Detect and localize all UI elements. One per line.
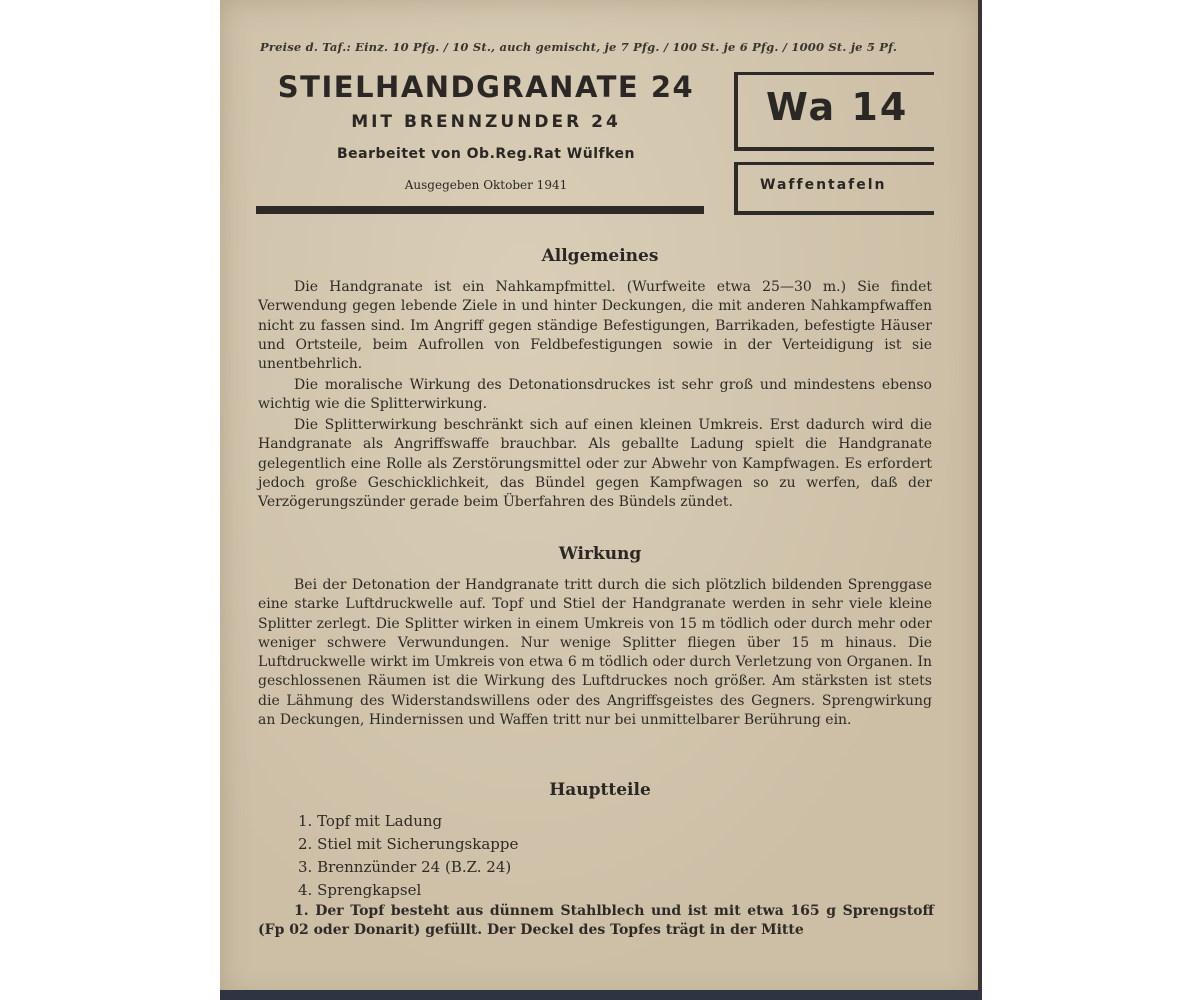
list-item: 2. Stiel mit Sicherungskappe <box>298 835 519 853</box>
paragraph-effect-1: Bei der Detonation der Handgranate tritt durch die sich plötzlich bildenden Sprenggase eine starke Luftdruckwelle auf. Topf und Stiel der Handgranate werden in sehr viele kleine Splitter zerlegt. Die Splitter wirken in einem Umkreis von 15 m tödlich oder durch mehr oder weniger schwere Verwundungen. Nur wenige Splitter fliegen über 15 m hinaus. Die Luftdruckwelle wirkt im Umkreis von etwa 6 m tödlich oder durch Verletzung von Organen. In geschlossenen Räumen ist die Wirkung des Luftdruckes noch größer. Am stärksten ist stets die Lähmung des Widerstandswillens oder des Angriffsgeistes des Gegners. Sprengwirkung an Deckungen, Hindernissen und Waffen tritt nur bei unmittelbarer Berührung ein. <box>258 577 932 729</box>
paragraph-parts-detail: 1. Der Topf besteht aus dünnem Stahlblech und ist mit etwa 165 g Sprengstoff (Fp 02 oder Donarit) gefüllt. Der Deckel des Topfes trägt in der Mitte <box>258 903 934 938</box>
list-item: 4. Sprengkapsel <box>298 881 422 899</box>
paragraph-general-2: Die moralische Wirkung des Detonationsdruckes ist sehr groß und mindestens ebenso wichtig wie die Splitterwirkung. <box>258 377 932 413</box>
list-item: 3. Brennzünder 24 (B.Z. 24) <box>298 858 512 876</box>
author-line: Bearbeitet von Ob.Reg.Rat Wülfken <box>336 146 636 162</box>
document-subtitle: MIT BRENNZUNDER 24 <box>351 112 621 132</box>
section-heading-effect: Wirkung <box>558 544 642 564</box>
document-code: Wa 14 <box>766 85 909 129</box>
document-page <box>220 0 980 1000</box>
code-box <box>734 72 934 151</box>
list-item: 1. Topf mit Ladung <box>298 812 443 830</box>
price-line: Preise d. Taf.: Einz. 10 Pfg. / 10 St., auch gemischt, je 7 Pfg. / 100 St. je 6 Pfg. / 1000 St. je 5 Pf. <box>260 40 898 54</box>
parts-list <box>298 810 518 902</box>
section-heading-parts: Hauptteile <box>549 780 651 800</box>
paragraph-general-3: Die Splitterwirkung beschränkt sich auf einen kleinen Umkreis. Erst dadurch wird die Handgranate als Angriffswaffe brauchbar. Als geballte Ladung spielt die Handgranate gelegentlich eine Rolle als Zerstörungsmittel oder zur Abwehr von Kampfwagen. Es erfordert jedoch große Geschicklichkeit, das Bündel gegen Kampfwagen so zu werfen, daß der Verzögerungszünder gerade beim Überfahren des Bündels zündet. <box>258 417 932 511</box>
series-box <box>734 162 934 215</box>
page-edge <box>978 0 982 1000</box>
bottom-strip <box>220 990 980 1000</box>
section-heading-general: Allgemeines <box>541 246 659 266</box>
title-divider <box>256 206 704 214</box>
document-title: STIELHANDGRANATE 24 <box>277 70 695 104</box>
series-label: Waffentafeln <box>760 177 887 193</box>
issue-date: Ausgegeben Oktober 1941 <box>404 178 568 192</box>
paragraph-general-1: Die Handgranate ist ein Nahkampfmittel. (Wurfweite etwa 25—30 m.) Sie findet Verwendung gegen lebende Ziele in und hinter Deckungen, die mit anderen Nahkampfwaffen nicht zu fassen sind. Im Angriff gegen ständige Befestigungen, Barrikaden, befestigte Häuser und Ortsteile, beim Aufrollen von Feldbefestigungen sowie in der Verteidigung ist sie unentbehrlich. <box>258 279 932 373</box>
